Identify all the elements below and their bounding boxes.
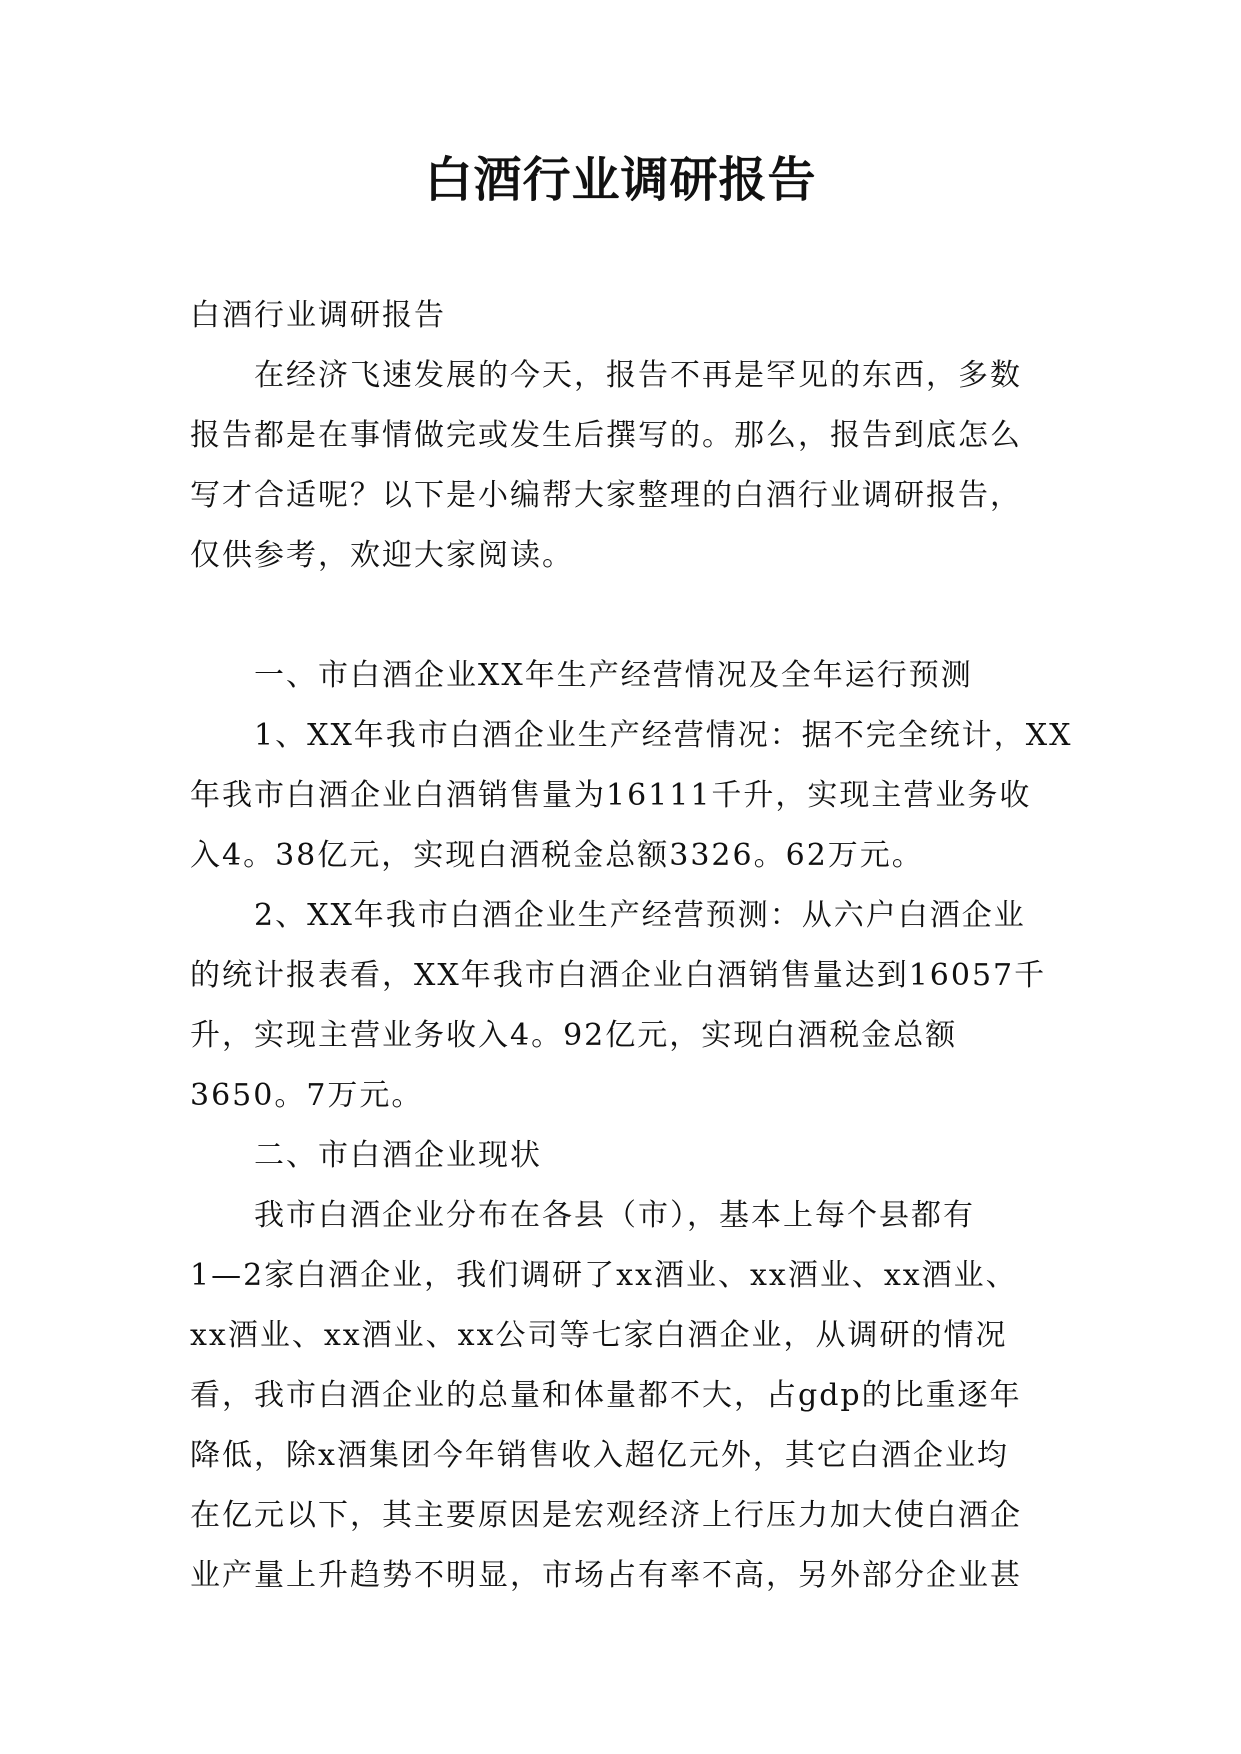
- body-line-status-3: xx酒业、xx酒业、xx公司等七家白酒企业，从调研的情况: [190, 1318, 1008, 1353]
- body-line-intro-2: 报告都是在事情做完或发生后撰写的。那么，报告到底怎么: [190, 418, 1022, 453]
- body-line-item2-4: 3650。7万元。: [190, 1078, 424, 1113]
- body-line-item2-3: 升，实现主营业务收入4。92亿元，实现白酒税金总额: [190, 1018, 958, 1053]
- body-line-status-2: 1—2家白酒企业，我们调研了xx酒业、xx酒业、xx酒业、: [190, 1258, 1018, 1293]
- body-line-subtitle: 白酒行业调研报告: [190, 298, 446, 333]
- body-line-status-4: 看，我市白酒企业的总量和体量都不大，占gdp的比重逐年: [190, 1378, 1022, 1413]
- document-body: [190, 286, 1073, 1606]
- body-line-intro-4: 仅供参考，欢迎大家阅读。: [190, 538, 574, 573]
- section-heading-two: 二、市白酒企业现状: [254, 1138, 542, 1173]
- body-line-intro-1: 在经济飞速发展的今天，报告不再是罕见的东西，多数: [254, 358, 1022, 393]
- body-line-item2-1: 2、XX年我市白酒企业生产经营预测：从六户白酒企业: [254, 898, 1026, 933]
- body-line-status-7: 业产量上升趋势不明显，市场占有率不高，另外部分企业甚: [190, 1558, 1022, 1593]
- section-heading-one: 一、市白酒企业XX年生产经营情况及全年运行预测: [254, 658, 973, 693]
- body-line-status-5: 降低，除x酒集团今年销售收入超亿元外，其它白酒企业均: [190, 1438, 1009, 1473]
- body-line-item1-3: 入4。38亿元，实现白酒税金总额3326。62万元。: [190, 838, 924, 873]
- body-line-item1-2: 年我市白酒企业白酒销售量为16111千升，实现主营业务收: [190, 778, 1032, 813]
- paragraph-gap: [190, 586, 1070, 646]
- body-line-intro-3: 写才合适呢？以下是小编帮大家整理的白酒行业调研报告，: [190, 478, 1022, 513]
- document-title: 白酒行业调研报告: [424, 152, 817, 208]
- body-line-item2-2: 的统计报表看，XX年我市白酒企业白酒销售量达到16057千: [190, 958, 1047, 993]
- body-line-status-6: 在亿元以下，其主要原因是宏观经济上行压力加大使白酒企: [190, 1498, 1022, 1533]
- body-line-status-1: 我市白酒企业分布在各县（市），基本上每个县都有: [254, 1198, 975, 1233]
- body-line-item1-1: 1、XX年我市白酒企业生产经营情况：据不完全统计，XX: [254, 718, 1073, 753]
